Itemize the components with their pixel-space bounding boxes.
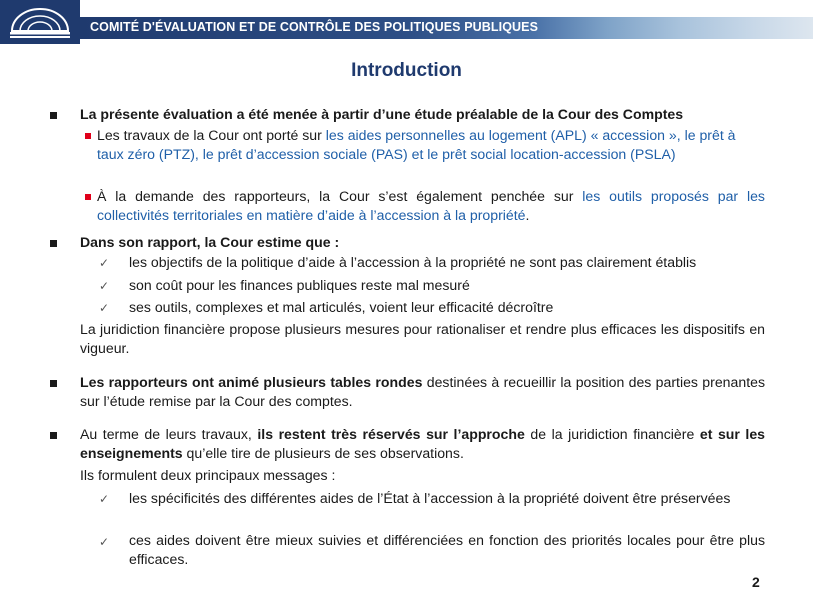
section-1-sub-1-lead: Les travaux de la Cour ont porté sur [97,127,326,143]
section-4-d: et sur les enseignements [80,426,766,461]
checkmark-icon: ✓ [99,535,110,549]
banner-title: COMITÉ D'ÉVALUATION ET DE CONTRÔLE DES POLITIQUES PUBLIQUES [90,20,539,34]
square-bullet-icon [50,380,57,387]
checkmark-icon: ✓ [99,301,110,315]
section-3-rest: destinées à recueillir la position des parties prenantes sur l’étude remise par la Cour des comptes. [80,374,765,409]
section-2-text: Dans son rapport, la Cour estime que : [80,234,340,250]
section-2-check-1: les objectifs de la politique d’aide à l’accession à la propriété ne sont pas clairement établis [129,254,697,270]
section-4-a: Au terme de leurs travaux, [80,426,258,442]
section-4-check-1: les spécificités des différentes aides de l’État à l’accession à la propriété doivent être préservées [129,490,731,506]
section-2-check-3: ses outils, complexes et mal articulés, voient leur efficacité décroître [129,299,554,315]
section-2-paragraph: La juridiction financière propose plusieurs mesures pour rationaliser et rendre plus efficaces les dispositifs en vigueur. [80,321,765,356]
section-4-intro: Ils formulent deux principaux messages : [80,467,336,483]
checkmark-icon: ✓ [99,492,110,506]
section-4-text [80,425,765,463]
section-1-sub-1 [97,126,765,164]
checkmark-icon: ✓ [99,256,110,270]
section-3-text [80,373,765,411]
section-1-sub-2-end: . [525,207,530,223]
square-bullet-icon [50,432,57,439]
page-title: Introduction [351,60,462,81]
section-4-c: de la juridiction financière [524,426,700,442]
section-4-check-2: ces aides doivent être mieux suivies et différenciées en fonction des priorités locales pour être plus efficaces. [129,532,765,567]
red-square-bullet-icon [85,133,91,139]
section-4-e: qu’elle tire de plusieurs de ses observations. [182,445,464,461]
section-1-sub-1-highlight: les aides personnelles au logement (APL) « accession », le prêt à taux zéro (PTZ), le prêt d’accession sociale (PAS) et le prêt social location-accession (PSLA) [97,127,736,162]
page-number: 2 [752,574,760,590]
section-3-bold: Les rapporteurs ont animé plusieurs tables rondes [80,374,423,390]
square-bullet-icon [50,240,57,247]
section-1-sub-2 [97,187,765,225]
section-2-check-2: son coût pour les finances publiques reste mal mesuré [129,277,470,293]
square-bullet-icon [50,112,57,119]
section-1-text: La présente évaluation a été menée à partir d’une étude préalable de la Cour des Comptes [80,106,684,122]
checkmark-icon: ✓ [99,279,110,293]
red-square-bullet-icon [85,194,91,200]
section-4-b: ils restent très réservés sur l’approche [257,426,525,442]
section-1-sub-2-lead: À la demande des rapporteurs, la Cour s’est également penchée sur [97,188,583,204]
section-1-sub-2-highlight: les outils proposés par les collectivités territoriales en matière d’aide à l’accession à la propriété [97,188,765,223]
